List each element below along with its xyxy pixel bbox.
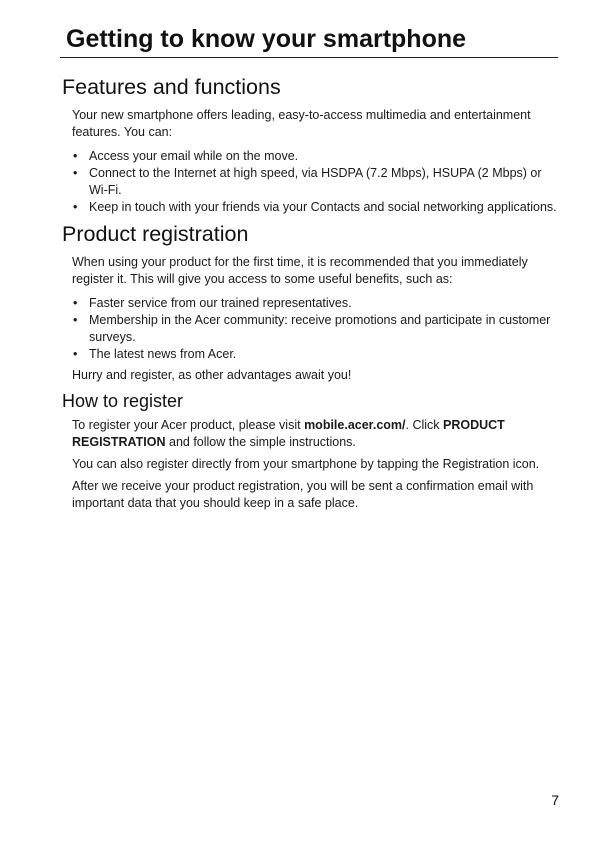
list-item: • Access your email while on the move. [73, 149, 299, 163]
registration-closing: Hurry and register, as other advantages await you! [72, 368, 352, 382]
bullet-icon: • [73, 166, 78, 180]
page-number: 7 [551, 792, 559, 808]
features-body [72, 107, 558, 216]
product-registration-label: PRODUCT REGISTRATION [72, 418, 505, 449]
features-list [72, 148, 558, 216]
registration-url: mobile.acer.com/ [304, 418, 406, 432]
registration-list [72, 295, 558, 363]
list-item: • Connect to the Internet at high speed, via HSDPA (7.2 Mbps), HSUPA (2 Mbps) or Wi-Fi. [73, 166, 542, 197]
features-intro: Your new smartphone offers leading, easy-to-access multimedia and entertainment features. You can: [72, 108, 531, 139]
list-item: • Membership in the Acer community: receive promotions and participate in customer surveys. [73, 313, 551, 344]
title-divider [60, 57, 558, 58]
how-to-paragraph-1: To register your Acer product, please visit mobile.acer.com/. Click PRODUCT REGISTRATION and follow the simple instructions. [72, 418, 505, 449]
section-heading-registration: Product registration [62, 222, 249, 246]
page-content [62, 74, 558, 512]
bullet-icon: • [73, 296, 78, 310]
page-title: Getting to know your smartphone [66, 25, 467, 53]
subsection-heading-how-to-register: How to register [62, 391, 184, 411]
registration-intro: When using your product for the first time, it is recommended that you immediately register it. This will give you access to some useful benefits, such as: [72, 255, 528, 286]
list-item: • Keep in touch with your friends via your Contacts and social networking applications. [73, 200, 557, 214]
bullet-icon: • [73, 347, 78, 361]
list-item: • Faster service from our trained representatives. [73, 296, 352, 310]
list-item: • The latest news from Acer. [73, 347, 237, 361]
how-to-paragraph-2: You can also register directly from your smartphone by tapping the Registration icon. [72, 457, 540, 471]
how-to-body [72, 417, 558, 512]
how-to-paragraph-3: After we receive your product registration, you will be sent a confirmation email with important data that you should keep in a safe place. [72, 479, 534, 510]
bullet-icon: • [73, 313, 78, 327]
bullet-icon: • [73, 200, 78, 214]
section-heading-features: Features and functions [62, 75, 281, 99]
registration-body [72, 254, 558, 384]
bullet-icon: • [73, 149, 78, 163]
